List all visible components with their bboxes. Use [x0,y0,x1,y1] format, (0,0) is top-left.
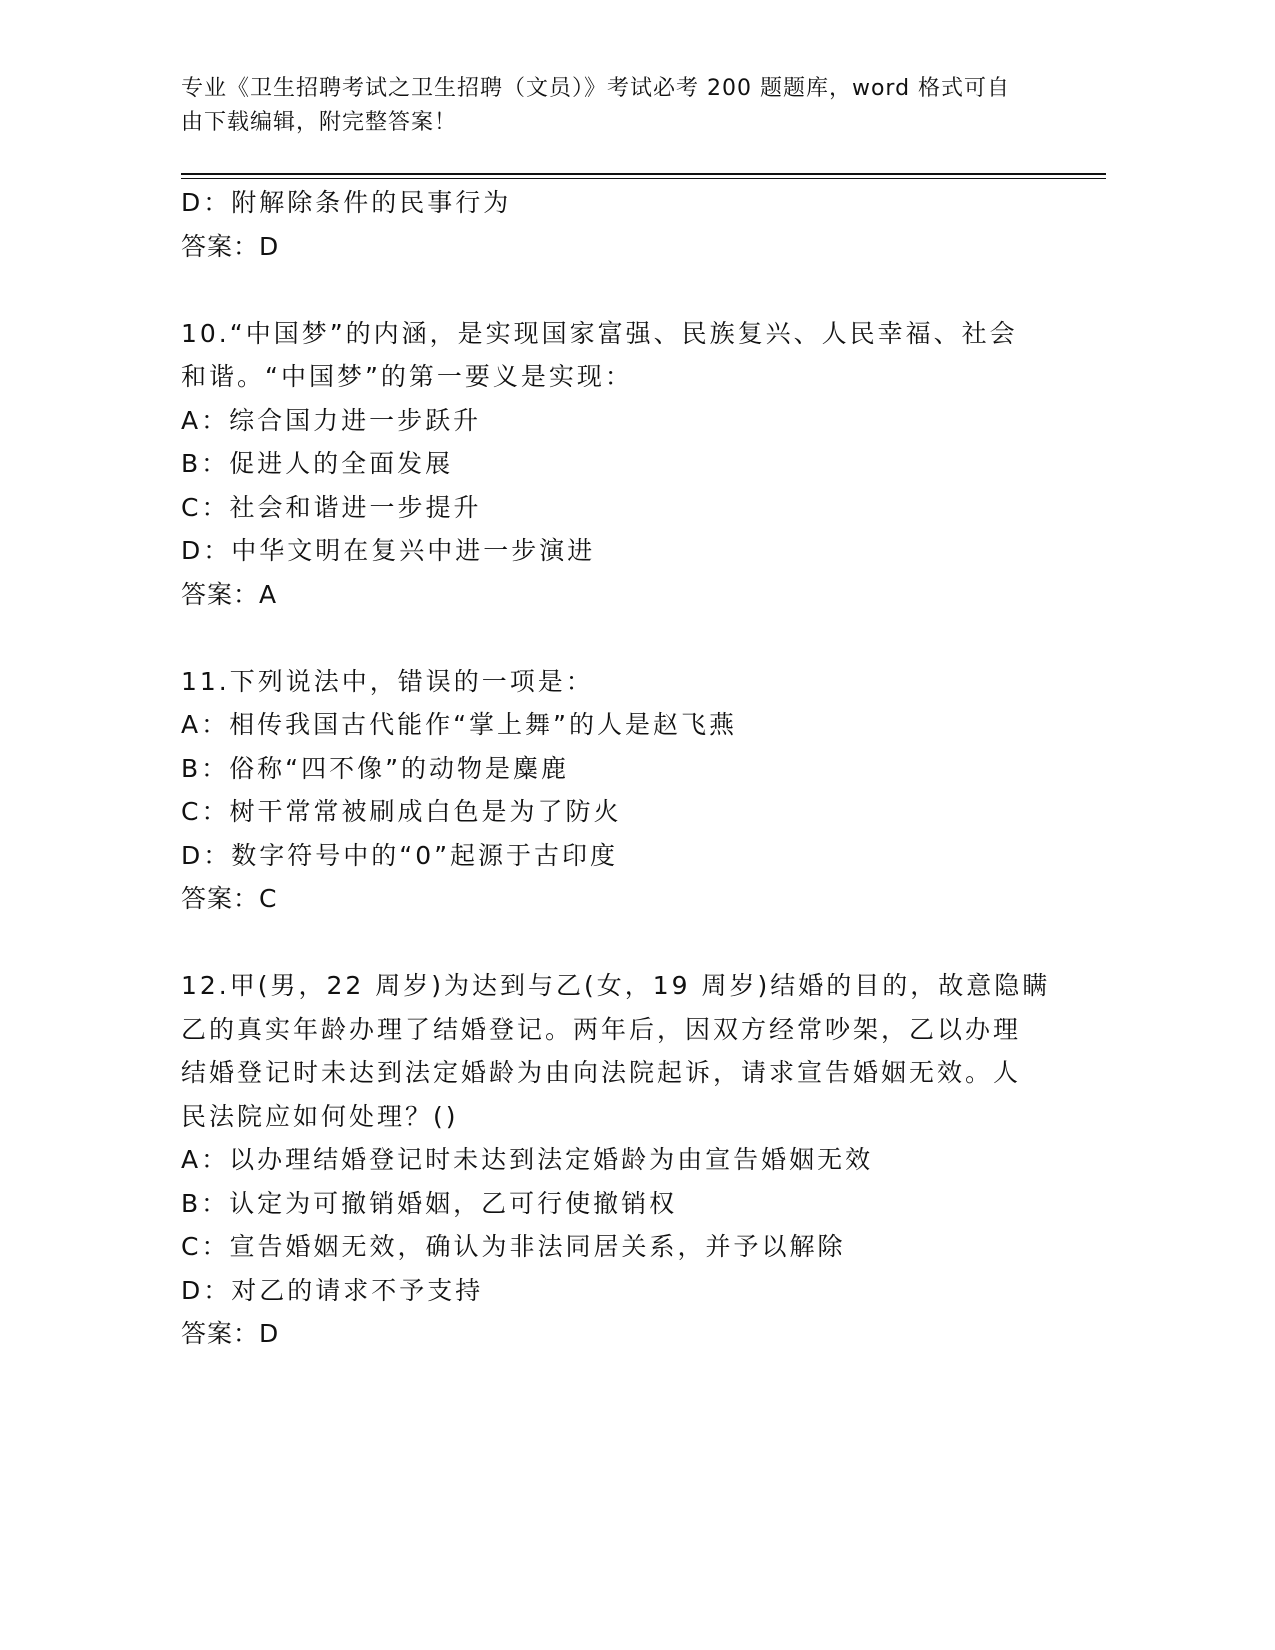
option-c: C：社会和谐进一步提升 [181,492,482,522]
answer-line: 答案：C [181,884,278,913]
option-b: B：俗称“四不像”的动物是麋鹿 [181,753,570,783]
previous-question-fragment [181,181,1061,268]
question-stem-line: 10.“中国梦”的内涵，是实现国家富强、民族复兴、人民幸福、社会 [181,318,1018,348]
answer-line: 答案：D [181,231,280,261]
header-line-1: 专业《卫生招聘考试之卫生招聘（文员）》考试必考 200 题题库，word 格式可自 [181,76,1011,101]
spacer [181,268,1061,312]
spacer [181,921,1061,965]
option-b: B：促进人的全面发展 [181,449,454,478]
option-b: B：认定为可撤销婚姻，乙可行使撤销权 [181,1188,678,1218]
option-a: A：综合国力进一步跃升 [181,405,482,435]
question-stem-line: 12.甲(男，22 周岁)为达到与乙(女，19 周岁)结婚的目的，故意隐瞒 [181,971,1051,1000]
question-stem-line: 和谐。“中国梦”的第一要义是实现： [181,362,633,391]
option-d: D：附解除条件的民事行为 [181,188,512,217]
option-d: D：中华文明在复兴中进一步演进 [181,536,596,565]
header-divider-thick [181,173,1106,175]
option-c: C：宣告婚姻无效，确认为非法同居关系，并予以解除 [181,1232,846,1261]
question-stem-line: 结婚登记时未达到法定婚龄为由向法院起诉，请求宣告婚姻无效。人 [181,1058,1022,1087]
document-header [181,72,1041,140]
option-d: D：对乙的请求不予支持 [181,1275,484,1305]
question-stem-line: 11.下列说法中，错误的一项是： [181,666,594,696]
question-11 [181,660,1061,921]
header-divider-thin [181,178,1106,179]
question-stem-line: 乙的真实年龄办理了结婚登记。两年后，因双方经常吵架，乙以办理 [181,1014,1022,1044]
option-c: C：树干常常被刷成白色是为了防火 [181,797,622,826]
spacer [181,616,1061,660]
header-line-2: 由下载编辑，附完整答案！ [181,110,458,135]
question-12 [181,964,1061,1356]
answer-line: 答案：D [181,1319,280,1348]
option-a: A：以办理结婚登记时未达到法定婚龄为由宣告婚姻无效 [181,1145,874,1174]
document-body [181,181,1061,1356]
question-stem-line: 民法院应如何处理？() [181,1101,459,1131]
option-a: A：相传我国古代能作“掌上舞”的人是赵飞燕 [181,710,738,739]
answer-line: 答案：A [181,579,278,609]
option-d: D：数字符号中的“0”起源于古印度 [181,840,619,870]
question-10 [181,312,1061,617]
